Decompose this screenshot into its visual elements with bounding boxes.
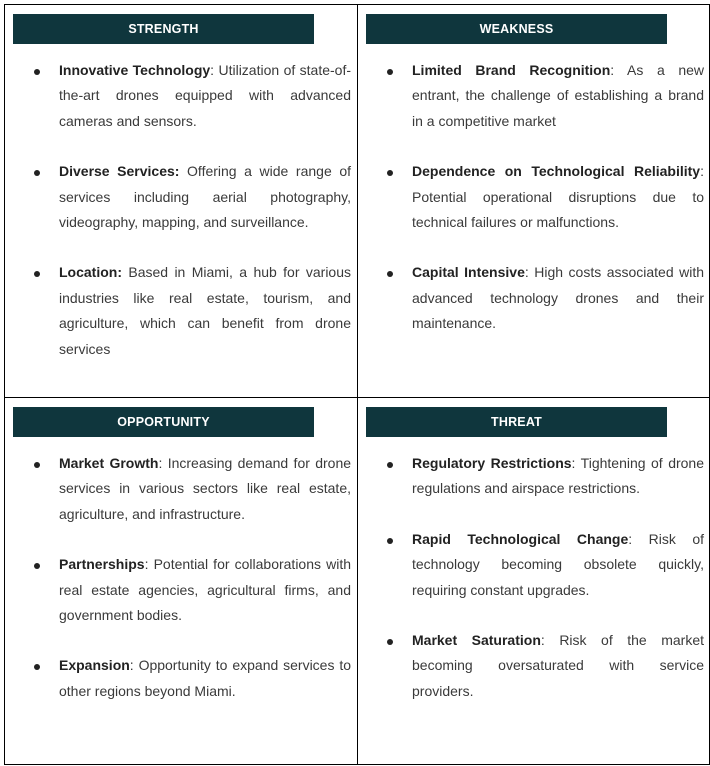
list-item [5, 451, 351, 527]
item-text: Potential for collaborations with real estate agencies, agricultural firms, and government bodies. [59, 556, 351, 624]
list-item [358, 159, 704, 235]
item-text: Risk of technology becoming obsolete quickly, requiring constant upgrades. [412, 530, 705, 598]
list-item [358, 260, 704, 336]
item-separator [179, 163, 187, 179]
item-text: Increasing demand for drone services in various sectors like real estate, agriculture, and infrastructure. [59, 455, 352, 522]
bullet-icon [387, 170, 393, 176]
item-title: Market Growth [59, 455, 159, 471]
item-separator: : [700, 163, 704, 180]
bullet-icon [387, 69, 393, 75]
list-item [5, 159, 351, 235]
threat-quadrant [357, 397, 710, 765]
strength-quadrant [4, 4, 358, 398]
item-text: Offering a wide range of services including aerial photography, videography, mapping, and surveillance. [59, 163, 351, 231]
item-text: Tightening of drone regulations and airspace restrictions. [412, 455, 704, 497]
item-title: Regulatory Restrictions [412, 455, 572, 471]
bullet-icon [34, 664, 40, 670]
bullet-icon [387, 538, 393, 544]
item-separator: : [610, 62, 628, 78]
bullet-icon [387, 639, 393, 645]
item-title: Innovative Technology [59, 62, 211, 78]
weakness-list [358, 58, 704, 337]
bullet-icon [34, 462, 40, 468]
item-title: Limited Brand Recognition [412, 62, 611, 78]
item-title: Rapid Technological Change [412, 530, 629, 547]
list-item [358, 58, 704, 134]
item-separator: : [524, 264, 535, 281]
threat-header: THREAT [366, 407, 667, 437]
item-title: Diverse Services: [59, 163, 180, 180]
list-item [5, 653, 351, 704]
item-title: Location: [59, 264, 122, 281]
item-separator: : [540, 632, 560, 649]
opportunity-header: OPPORTUNITY [13, 407, 314, 437]
weakness-quadrant [357, 4, 710, 398]
item-text: Risk of the market becoming oversaturated with service providers. [412, 632, 705, 699]
bullet-icon [34, 563, 40, 569]
bullet-icon [34, 271, 40, 277]
item-title: Expansion [59, 657, 130, 674]
bullet-icon [387, 462, 393, 468]
item-text: Potential operational disruptions due to technical failures or malfunctions. [412, 188, 704, 231]
item-separator: : [158, 455, 168, 471]
item-title: Dependence on Technological Reliability [412, 163, 701, 180]
list-item [5, 260, 351, 362]
strength-header: STRENGTH [13, 14, 314, 44]
item-text: Based in Miami, a hub for various industries like real estate, tourism, and agriculture, which can benefit from drone services [59, 264, 352, 357]
list-item [358, 451, 704, 502]
weakness-header: WEAKNESS [366, 14, 667, 44]
list-item [5, 552, 351, 628]
threat-list [358, 451, 704, 704]
item-title: Capital Intensive [412, 264, 525, 281]
item-text: Utilization of state-of-the-art drones equipped with advanced cameras and sensors. [59, 62, 351, 129]
item-separator: : [210, 62, 219, 78]
item-text: High costs associated with advanced technology drones and their maintenance. [412, 264, 705, 332]
item-separator: : [144, 556, 154, 573]
list-item [5, 58, 351, 134]
opportunity-list [5, 451, 351, 704]
list-item [358, 628, 704, 704]
bullet-icon [34, 170, 40, 176]
item-separator: : [129, 657, 139, 674]
item-text: As a new entrant, the challenge of establishing a brand in a competitive market [412, 62, 705, 129]
opportunity-quadrant [4, 397, 358, 765]
item-title: Market Saturation [412, 632, 541, 649]
bullet-icon [387, 271, 393, 277]
item-text: Opportunity to expand services to other regions beyond Miami. [59, 657, 352, 699]
item-separator: : [628, 530, 649, 547]
item-title: Partnerships [59, 556, 145, 573]
list-item [358, 527, 704, 603]
item-separator: : [571, 455, 581, 471]
bullet-icon [34, 69, 40, 75]
strength-list [5, 58, 351, 362]
